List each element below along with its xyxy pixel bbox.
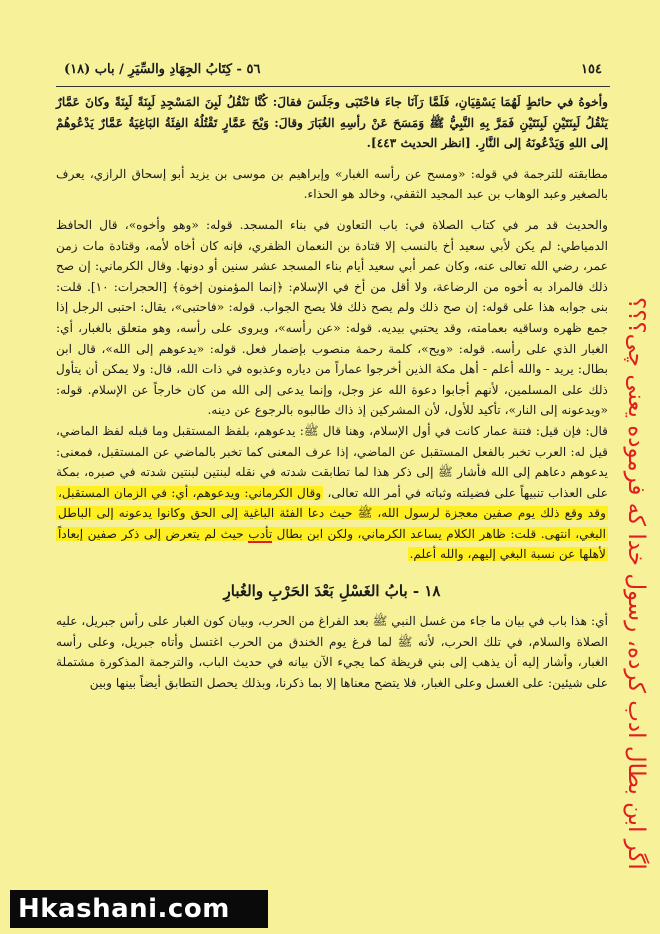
- section-heading: ١٨ - بابُ الغَسْلِ بَعْدَ الحَرْبِ والغُبارِ: [223, 582, 441, 601]
- handwritten-margin-annotation: اگر ابن بطال ادب کرده، رسول خدا که فرموده یعنی چی؟؟؟: [623, 297, 649, 870]
- commentary-paragraph: مطابقته للترجمة في قوله: «ومسح عن رأسه الغبار» وإبراهيم بن موسى بن يزيد أبو إسحاق الرازي، يعرف بالصغير وعبد الوهاب بن عبد المجيد الثقفي، وخالد هو الحذاء.: [56, 166, 608, 202]
- commentary-paragraph: والحديث قد مر في كتاب الصلاة في: باب التعاون في بناء المسجد. قوله: «وهو وأخوه»، قال الحافظ الدمياطي: لم يكن لأبي سعيد أخ بالنسب إلا قتادة بن النعمان الظفري، فإنه كان أخاه لأمه، وقتادة مات زمن عمر، رضي الله تعالى عنه، وكان عمر أبي سعيد أيام بناء المسجد عشر سنين أو دونها. وقال الكرماني: إن صح ذلك فالمراد به أخوه من الرضاعة، ولا أقل من أخ في الإسلام: ﴿إنما المؤمنون إخوة﴾ [الحجرات: ١٠]. قلت: بنى جوابه هذا على قوله: إن صح ذلك ولم يصح ذلك فلا يصح الجواب. قوله: «فاحتبى»، يقال: احتبى الرجل إذا جمع ظهره وساقيه بعمامته، وقد يحتبي بيديه. قوله: «عن رأسه»، ويروى على رأسه، وهو متعلق بالغبار، أي: الغبار الذي على رأسه. قوله: «ويح»، كلمة رحمة منصوب بإضمار فعل. قوله: «يدعوهم إلى الله»، قال ابن بطال: يريد - والله أعلم - أهل مكة الذين أخرجوا عماراً من دياره وعذبوه في ذات الله، قال: ولا يمكن أن يتأول ذلك على المسلمين، لأنهم أجابوا دعوة الله عز وجل، وإنما يدعى إلى الله من كان خارجاً عن الإسلام. قوله: «ويدعونه إلى النار»، تأكيد للأول، لأن المشركين إذ ذاك طالبوه بالرجوع عن دينه.: [56, 217, 608, 418]
- running-title: ٥٦ - كِتَابُ الجِهَادِ والسِّيَرِ / باب (١٨): [64, 62, 261, 77]
- commentary-paragraph: أي: هذا باب في بيان ما جاء من غسل النبي ﷺ بعد الفراغ من الحرب، وبيان كون الغبار على رأس جبريل، عليه الصلاة والسلام، في تلك الحرب، لأنه ﷺ لما فرغ يوم الخندق من الحرب اغتسل وأتاه جبريل، وعلى رأسه الغبار، وأشار إليه أن يذهب إلى بني قريظة كما يجيء الآن بيانه في حديث الباب، والترجمة المذكورة مشتملة على شيئين: على الغسل وعلى الغبار، فلا يتضح معناها إلا بما ذكرنا، وبذلك يحصل التطابق أيضاً بينها وبين: [56, 614, 608, 690]
- red-underlined-word: تأدب: [248, 526, 273, 541]
- page-number: ١٥٤: [581, 62, 602, 77]
- header-divider: [56, 86, 610, 87]
- main-text-column: [56, 92, 608, 693]
- highlighted-text-end: حيث لم يتعرض إلى ذكر صفين إبعاداً لأهلها عن نسبة البغي إليهم، والله أعلم.: [58, 526, 606, 562]
- hadith-text: وأخوهُ في حائطٍ لَهُمَا يَسْقِيَانِ، فَلَمَّا رَآنَا جاءَ فاحْتَبَى وجَلَسَ فقالَ: كُنَّا نَنْقُلُ لَبِنَ المَسْجِدِ لَبِنَةً لَبِنَةً وكانَ عَمَّارٌ يَنْقُلُ لَبِنَتَيْنِ لَبِنَتَيْنِ فَمَرَّ بِهِ النَّبِيُّ ﷺ وَمَسَحَ عَنْ رأسِهِ الغُبَارَ وقالَ: وَيْحَ عَمَّارٍ تَقْتُلُهُ الفِئَةُ البَاغِيَةُ عَمَّارٌ يَدْعُوهُمْ إلى اللهِ وَيَدْعُونَهُ إلى النَّارِ. [انظر الحديث ٤٤٣].: [56, 95, 608, 151]
- site-watermark: Hkashani.com: [10, 890, 268, 928]
- page-header: [56, 60, 610, 84]
- commentary-sentence: قال: فإن قيل: فتنة عمار كانت في أول الإسلام، وهنا قال ﷺ: يدعوهم، بلفظ المستقبل وما قبله لفظ الماضي، قيل له: العرب تخبر بالفعل المستقبل عن الماضي، إذا عرف المعنى كما تخبر بالماضي عن المستقبل، فمعنى: يدعوهم دعاهم إلى الله فأشار ﷺ إلى ذكر هذا لما تطابقت شدته في نقله لبنتين لبنتين شدته في صبره، بمكة على العذاب تنبيهاً على فضيلته وثباته في أمر الله تعالى،: [56, 423, 608, 500]
- highlighted-text: وقال الكرماني: ويدعوهم، أي: في الزمان المستقبل، وقد وقع ذلك يوم صفين معجزة لرسول الله، ﷺ حيث دعا الفئة الباغية إلى الحق وكانوا يدعونه إلى الباطل البغي، انتهى. قلت: ظاهر الكلام يساعد الكرماني، ولكن ابن بطال: [58, 485, 606, 541]
- commentary-paragraph-with-highlight: [56, 421, 608, 565]
